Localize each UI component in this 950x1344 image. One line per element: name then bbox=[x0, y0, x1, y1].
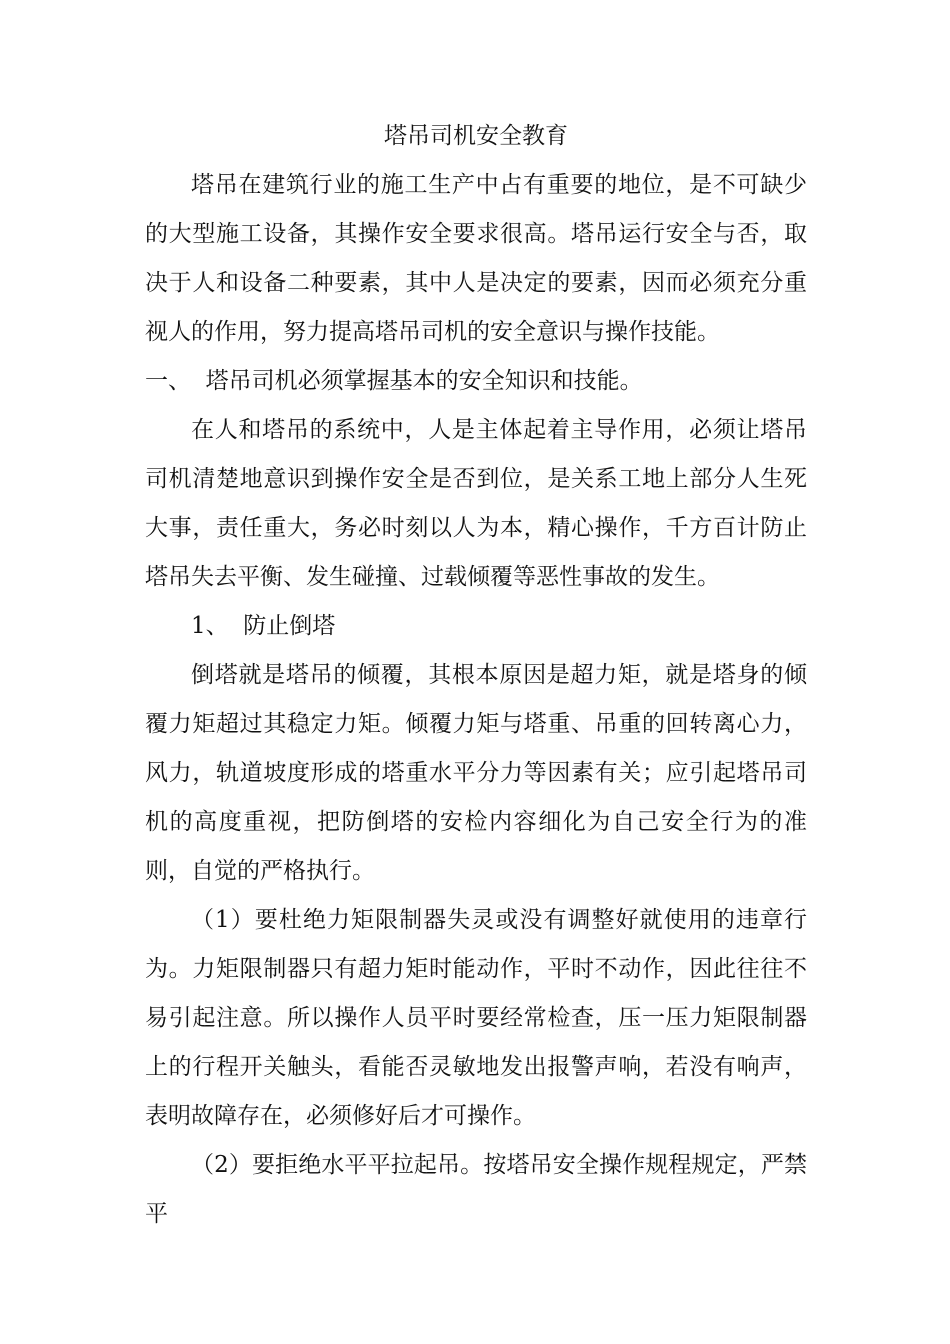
subsection-1-paragraph: 倒塔就是塔吊的倾覆，其根本原因是超力矩，就是塔身的倾覆力矩超过其稳定力矩。倾覆力矩与塔重、吊重的回转离心力，风力，轨道坡度形成的塔重水平分力等因素有关；应引起塔吊司机的高度重视，把防倒塔的安检内容细化为自己安全行为的准则，自觉的严格执行。 bbox=[145, 662, 807, 884]
section-heading-1: 一、 塔吊司机必须掌握基本的安全知识和技能。 bbox=[145, 368, 643, 394]
subsection-heading-1: 1、 防止倒塔 bbox=[191, 613, 336, 639]
document-title: 塔吊司机安全教育 bbox=[384, 123, 568, 149]
section-1-paragraph: 在人和塔吊的系统中，人是主体起着主导作用，必须让塔吊司机清楚地意识到操作安全是否到位，是关系工地上部分人生死大事，责任重大，务必时刻以人为本，精心操作，千方百计防止塔吊失去平衡、发生碰撞、过载倾覆等恶性事故的发生。 bbox=[145, 417, 807, 590]
intro-paragraph: 塔吊在建筑行业的施工生产中占有重要的地位，是不可缺少的大型施工设备，其操作安全要求很高。塔吊运行安全与否，取决于人和设备二种要素，其中人是决定的要素，因而必须充分重视人的作用，努力提高塔吊司机的安全意识与操作技能。 bbox=[145, 172, 807, 345]
document-body bbox=[145, 112, 807, 1239]
list-item-2: （2）要拒绝水平平拉起吊。按塔吊安全操作规程规定，严禁平 bbox=[145, 1152, 807, 1227]
list-item-1: （1）要杜绝力矩限制器失灵或没有调整好就使用的违章行为。力矩限制器只有超力矩时能动作，平时不动作，因此往往不易引起注意。所以操作人员平时要经常检查，压一压力矩限制器上的行程开关触头，看能否灵敏地发出报警声响，若没有响声，表明故障存在，必须修好后才可操作。 bbox=[145, 907, 807, 1129]
